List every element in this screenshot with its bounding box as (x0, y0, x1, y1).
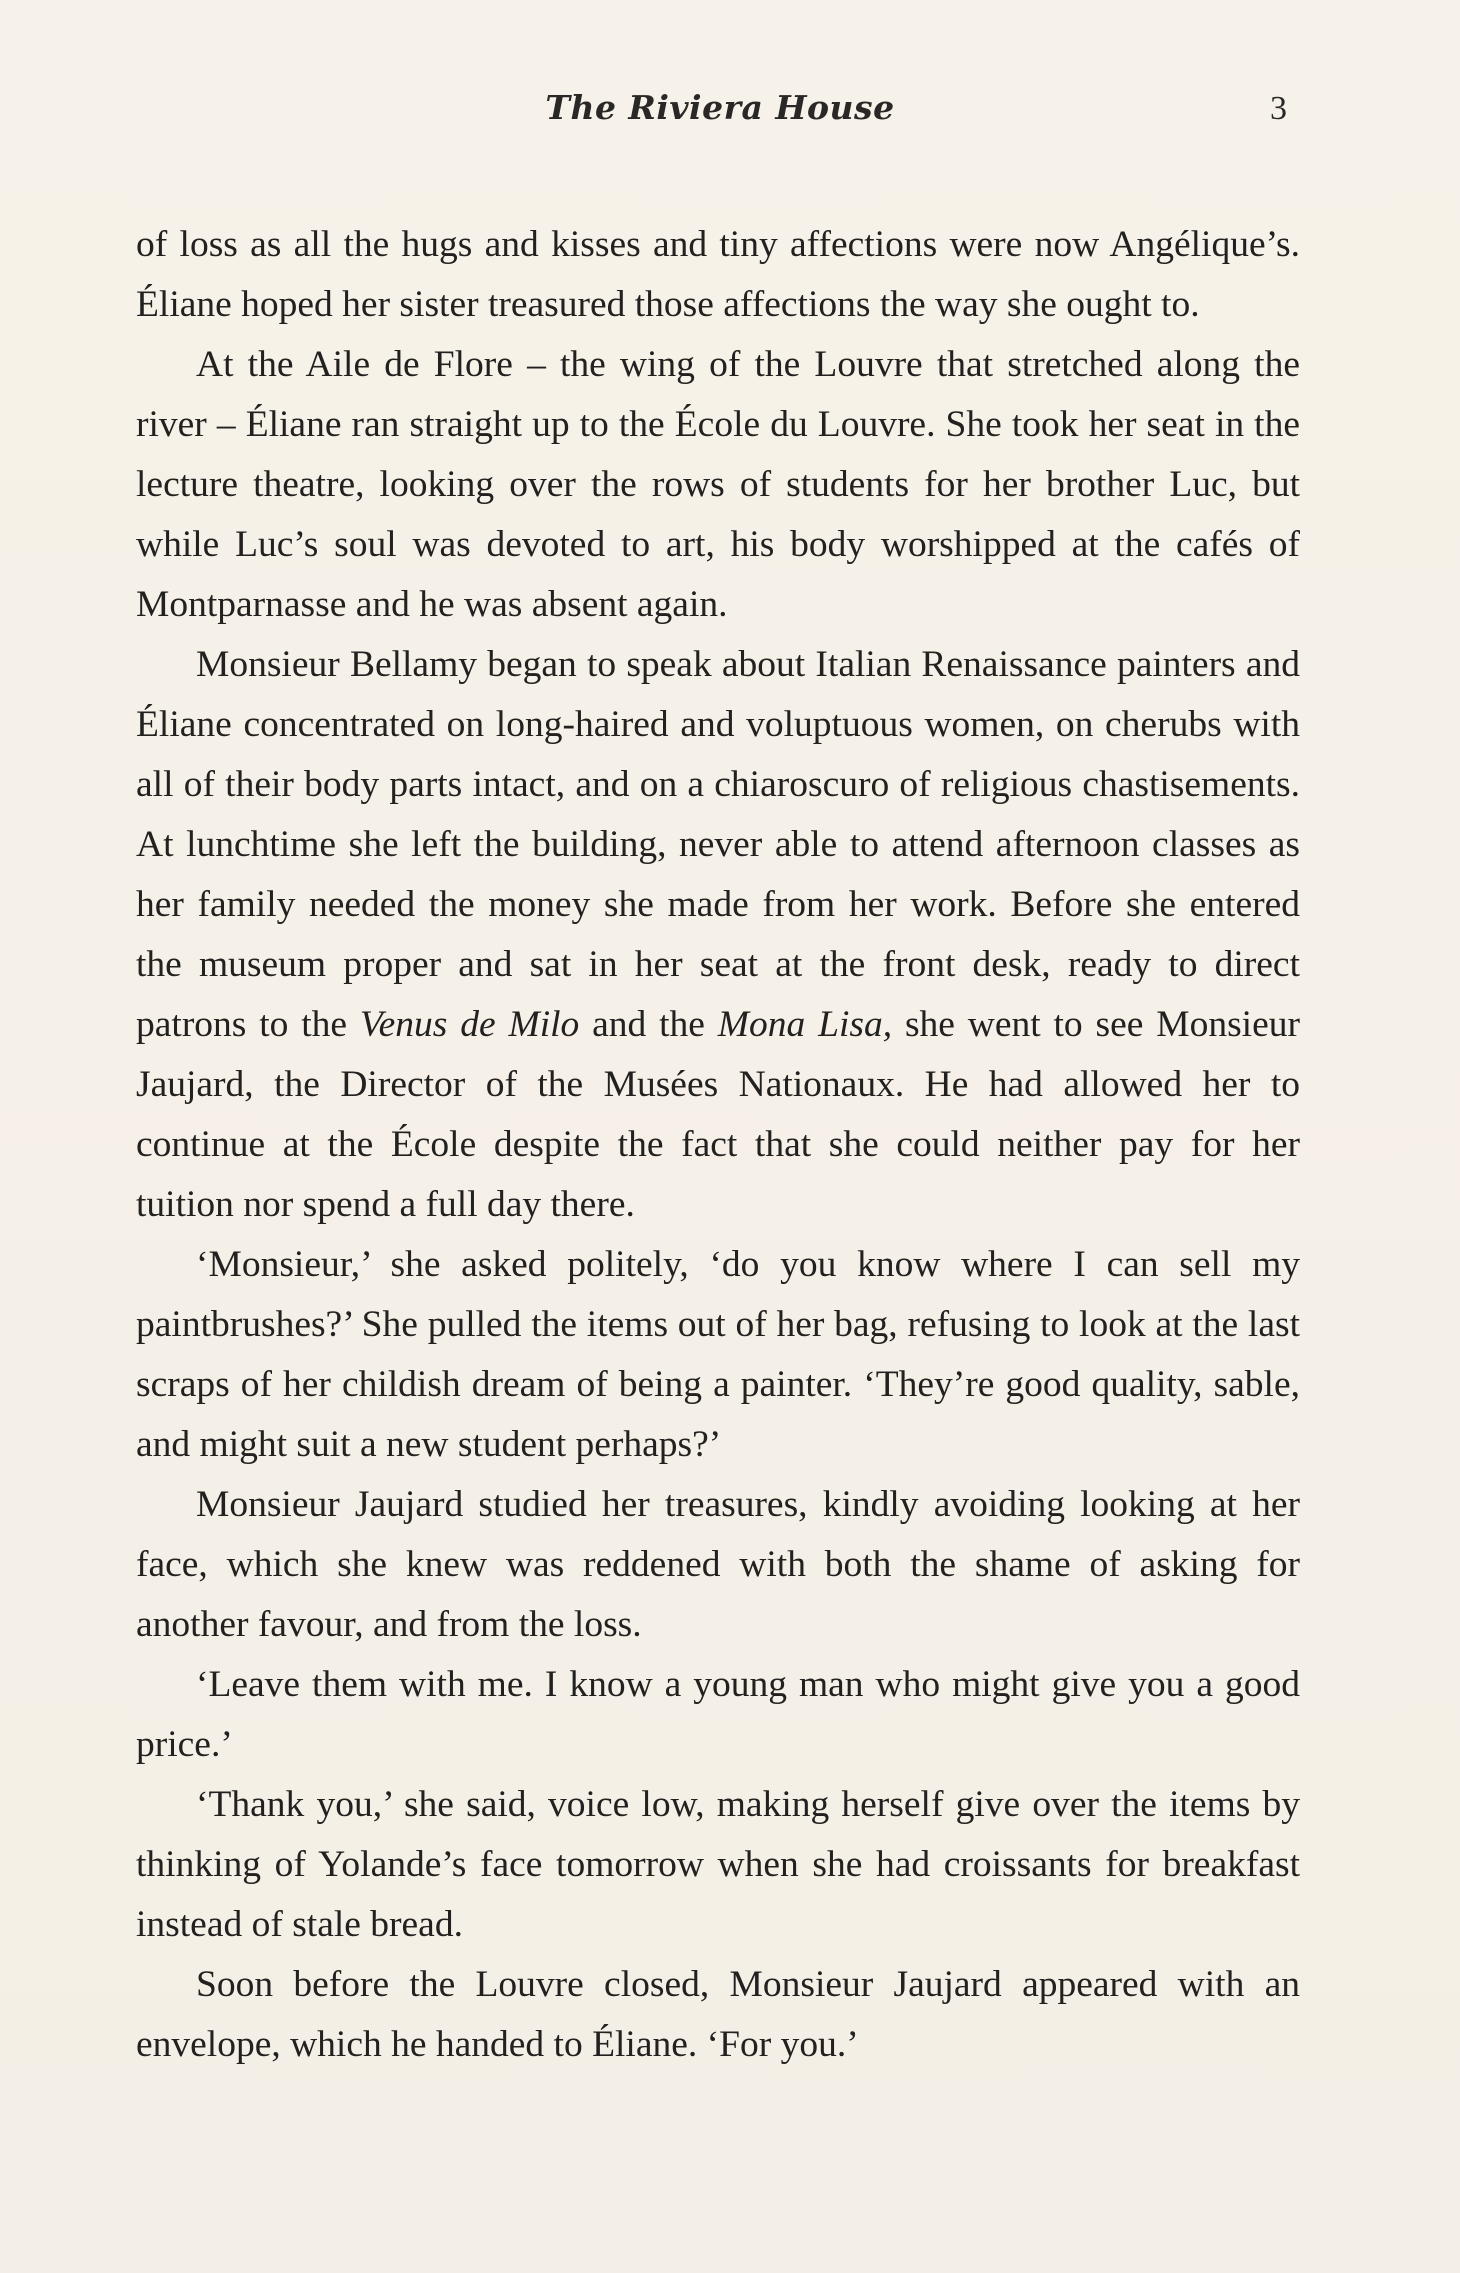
paragraph (136, 1775, 1300, 1955)
paragraph-text: Monsieur Jaujard studied her treasures, kindly avoiding looking at her face, which she knew was reddened with both the shame of asking for another favour, and from the loss. (136, 1484, 1300, 1645)
running-head (0, 88, 1460, 138)
artwork-title: Venus de Milo (359, 1004, 580, 1045)
paragraph (136, 1235, 1300, 1475)
paragraph (136, 1655, 1300, 1775)
paragraph-text: Monsieur Bellamy began to speak about Italian Renaissance painters and Éliane concentrated on long-haired and voluptuous women, on cherubs with all of their body parts intact, and on a chiaroscuro of religious chastisements. At lunchtime she left the building, never able to attend afternoon classes as her family needed the money she made from her work. Before she entered the museum proper and sat in her seat at the front desk, ready to direct patrons to the (136, 644, 1300, 1045)
paragraph-text: ‘Leave them with me. I know a young man who might give you a good price.’ (136, 1664, 1300, 1765)
paragraph-text: ‘Thank you,’ she said, voice low, making herself give over the items by thinking of Yolande’s face tomorrow when she had croissants for breakfast instead of stale bread. (136, 1784, 1300, 1945)
body-text (136, 215, 1300, 2075)
running-title: The Riviera House (545, 88, 895, 127)
paragraph (136, 1955, 1300, 2075)
paragraph-text: and the (579, 1004, 718, 1045)
paragraph (136, 335, 1300, 635)
paragraph-text: ‘Monsieur,’ she asked politely, ‘do you know where I can sell my paintbrushes?’ She pulled the items out of her bag, refusing to look at the last scraps of her childish dream of being a painter. ‘They’re good quality, sable, and might suit a new student perhaps?’ (136, 1244, 1300, 1465)
page-number: 3 (1270, 90, 1287, 127)
paragraph (136, 215, 1300, 335)
paragraph (136, 635, 1300, 1235)
paragraph-text: of loss as all the hugs and kisses and tiny affections were now Angélique’s. Éliane hoped her sister treasured those affections the way she ought to. (136, 224, 1300, 325)
paragraph (136, 1475, 1300, 1655)
paragraph-text: At the Aile de Flore – the wing of the Louvre that stretched along the river – Éliane ran straight up to the École du Louvre. She took her seat in the lecture theatre, looking over the rows of students for her brother Luc, but while Luc’s soul was devoted to art, his body worshipped at the cafés of Montparnasse and he was absent again. (136, 344, 1300, 625)
artwork-title: Mona Lisa, (717, 1004, 893, 1045)
paragraph-text: Soon before the Louvre closed, Monsieur Jaujard appeared with an envelope, which he handed to Éliane. ‘For you.’ (136, 1964, 1300, 2065)
paragraph-text: she went to see Monsieur Jaujard, the Director of the Musées Nationaux. He had allowed her to continue at the École despite the fact that she could neither pay for her tuition nor spend a full day there. (136, 1004, 1300, 1225)
